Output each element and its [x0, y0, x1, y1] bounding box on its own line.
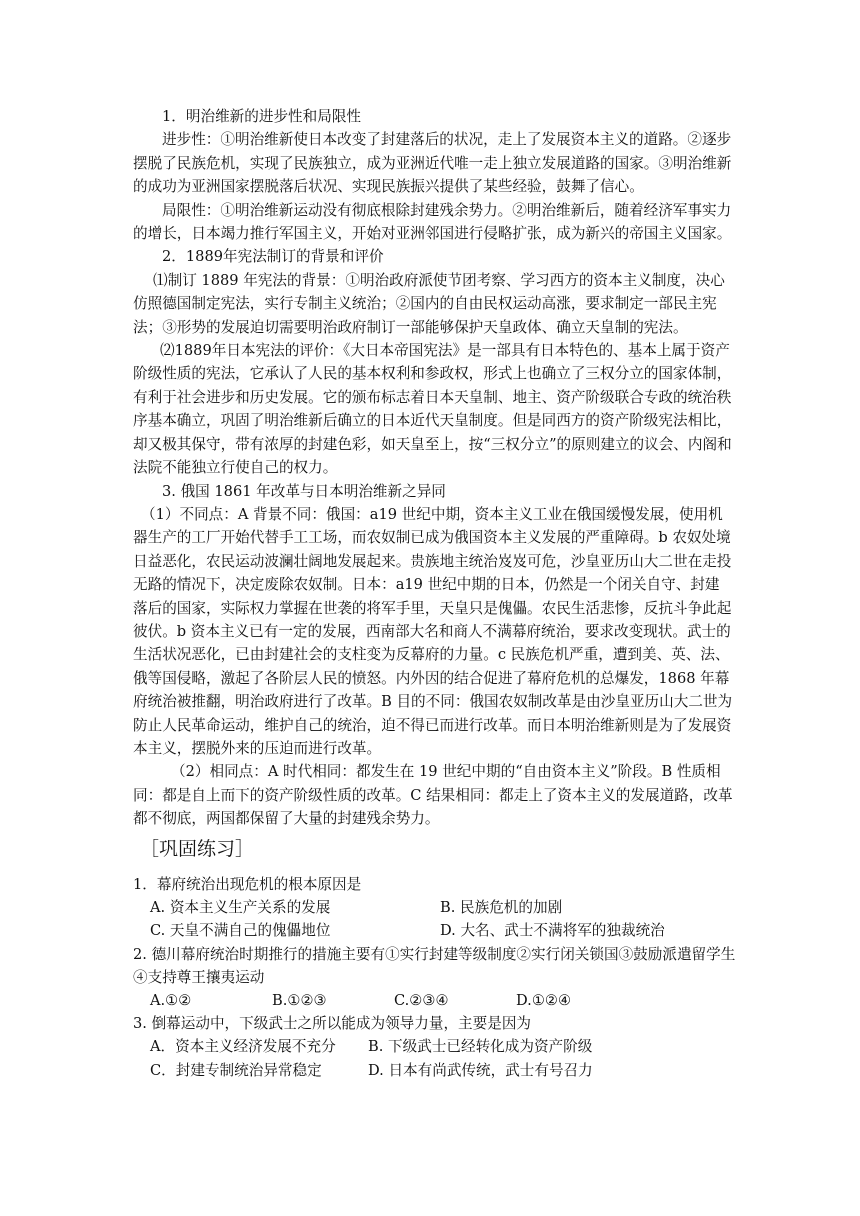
question-1-options-row-1 — [133, 896, 743, 919]
section-title-comparison: 3. 俄国 1861 年改革与日本明治维新之异同 — [162, 482, 446, 500]
paragraph-differences: （1）不同点：A 背景不同：俄国：a19 世纪中期，资本主义工业在俄国缓慢发展，使用机器生产的工厂开始代替手工工场，而农奴制已成为俄国资本主义发展的严重障碍。b 农奴处境日益恶化，农民运动波澜壮阔地发展起来。贵族地主统治岌岌可危，沙皇亚历山大二世在走投无路的情况下，决定废除农奴制。日本：a19 世纪中期的日本，仍然是一个闭关自守、封建落后的国家，实际权力掌握在世袭的将军手里，天皇只是傀儡。农民生活悲惨，反抗斗争此起彼伏。b 资本主义已有一定的发展，西南部大名和商人不满幕府统治，要求改变现状。武士的生活状况恶化，已由封建社会的支柱变为反幕府的力量。c 民族危机严重，遭到美、英、法、俄等国侵略，激起了各阶层人民的愤怒。内外因的结合促进了幕府危机的总爆发，1868 年幕府统治被推翻，明治政府进行了改革。B 目的不同：俄国农奴制改革是由沙皇亚历山大二世为防止人民革命运动，维护自己的统治，迫不得已而进行改革。而日本明治维新则是为了发展资本主义，摆脱外来的压迫而进行改革。 — [133, 505, 733, 757]
paragraph-limitations: 局限性：①明治维新运动没有彻底根除封建残余势力。②明治维新后，随着经济军事实力的增长，日本竭力推行军国主义，开始对亚洲邻国进行侵略扩张，成为新兴的帝国主义国家。 — [133, 201, 732, 243]
question-2-option-c: C.②③④ — [394, 992, 449, 1010]
question-1-options-row-2 — [133, 919, 743, 942]
question-2-stem: 2. 德川幕府统治时期推行的措施主要有①实行封建等级制度②实行闭关锁国③鼓励派遣留学生④支持尊王攘夷运动 — [133, 945, 736, 986]
question-3-option-a: A．资本主义经济发展不充分 — [150, 1038, 336, 1056]
paragraph-constitution-background: ⑴制订 1889 年宪法的背景：①明治政府派使节团考察、学习西方的资本主义制度，决心仿照德国制定宪法，实行专制主义统治；②国内的自由民权运动高涨，要求制定一部民主宪法；③形势的发展迫切需要明治政府制订一部能够保护天皇政体、确立天皇制的宪法。 — [133, 271, 725, 336]
question-1-stem: 1．幕府统治出现危机的根本原因是 — [133, 876, 362, 893]
question-2-option-b: B.①②③ — [272, 992, 327, 1010]
question-1-option-c: C. 天皇不满自己的傀儡地位 — [150, 922, 331, 940]
question-2-option-d: D.①②④ — [516, 992, 572, 1010]
question-3-options-row-1 — [133, 1035, 743, 1058]
question-3-options-row-2 — [133, 1059, 743, 1082]
question-2-options-row — [133, 989, 743, 1012]
question-3-option-b: B. 下级武士已经转化成为资产阶级 — [368, 1038, 593, 1056]
question-1-option-a: A. 资本主义生产关系的发展 — [150, 899, 331, 917]
section-title-constitution: 2．1889年宪法制订的背景和评价 — [162, 248, 384, 266]
paragraph-constitution-evaluation: ⑵1889年日本宪法的评价：《大日本帝国宪法》是一部具有日本特色的、基本上属于资产阶级性质的宪法，它承认了人民的基本权利和参政权，形式上也确立了三权分立的国家体制，有利于社会进步和历史发展。它的颁布标志着日本天皇制、地主、资产阶级联合专政的统治秩序基本确立，巩固了明治维新后确立的日本近代天皇制度。但是同西方的资产阶级宪法相比，却又极其保守，带有浓厚的封建色彩，如天皇至上，按“三权分立”的原则建立的议会、内阁和法院不能独立行使自己的权力。 — [133, 342, 732, 477]
question-1-option-d: D. 大名、武士不满将军的独裁统治 — [440, 922, 665, 940]
question-1-option-b: B. 民族危机的加剧 — [440, 899, 563, 917]
paragraph-similarities: （2）相同点：A 时代相同：都发生在 19 世纪中期的“自由资本主义”阶段。B 性质相同：都是自上而下的资产阶级性质的改革。C 结果相同：都走上了资本主义的发展道路，改革都不彻底，两国都保留了大量的封建残余势力。 — [133, 763, 733, 828]
paragraph-progressiveness: 进步性：①明治维新使日本改变了封建落后的状况，走上了发展资本主义的道路。②逐步摆脱了民族危机，实现了民族独立，成为亚洲近代唯一走上独立发展道路的国家。③明治维新的成功为亚洲国家摆脱落后状况、实现民族振兴提供了某些经验，鼓舞了信心。 — [133, 131, 732, 196]
section-title-meiji: 1．明治维新的进步性和局限性 — [162, 108, 362, 125]
question-2-option-a: A.①② — [150, 992, 192, 1010]
exercise-heading: ［巩固练习］ — [140, 838, 255, 860]
question-3-option-d: D. 日本有尚武传统，武士有号召力 — [368, 1061, 593, 1079]
question-3-stem: 3. 倒幕运动中，下级武士之所以能成为领导力量，主要是因为 — [133, 1015, 532, 1033]
exercise-questions — [133, 873, 743, 1082]
notes-section — [133, 105, 733, 831]
question-3-option-c: C．封建专制统治异常稳定 — [150, 1061, 322, 1079]
